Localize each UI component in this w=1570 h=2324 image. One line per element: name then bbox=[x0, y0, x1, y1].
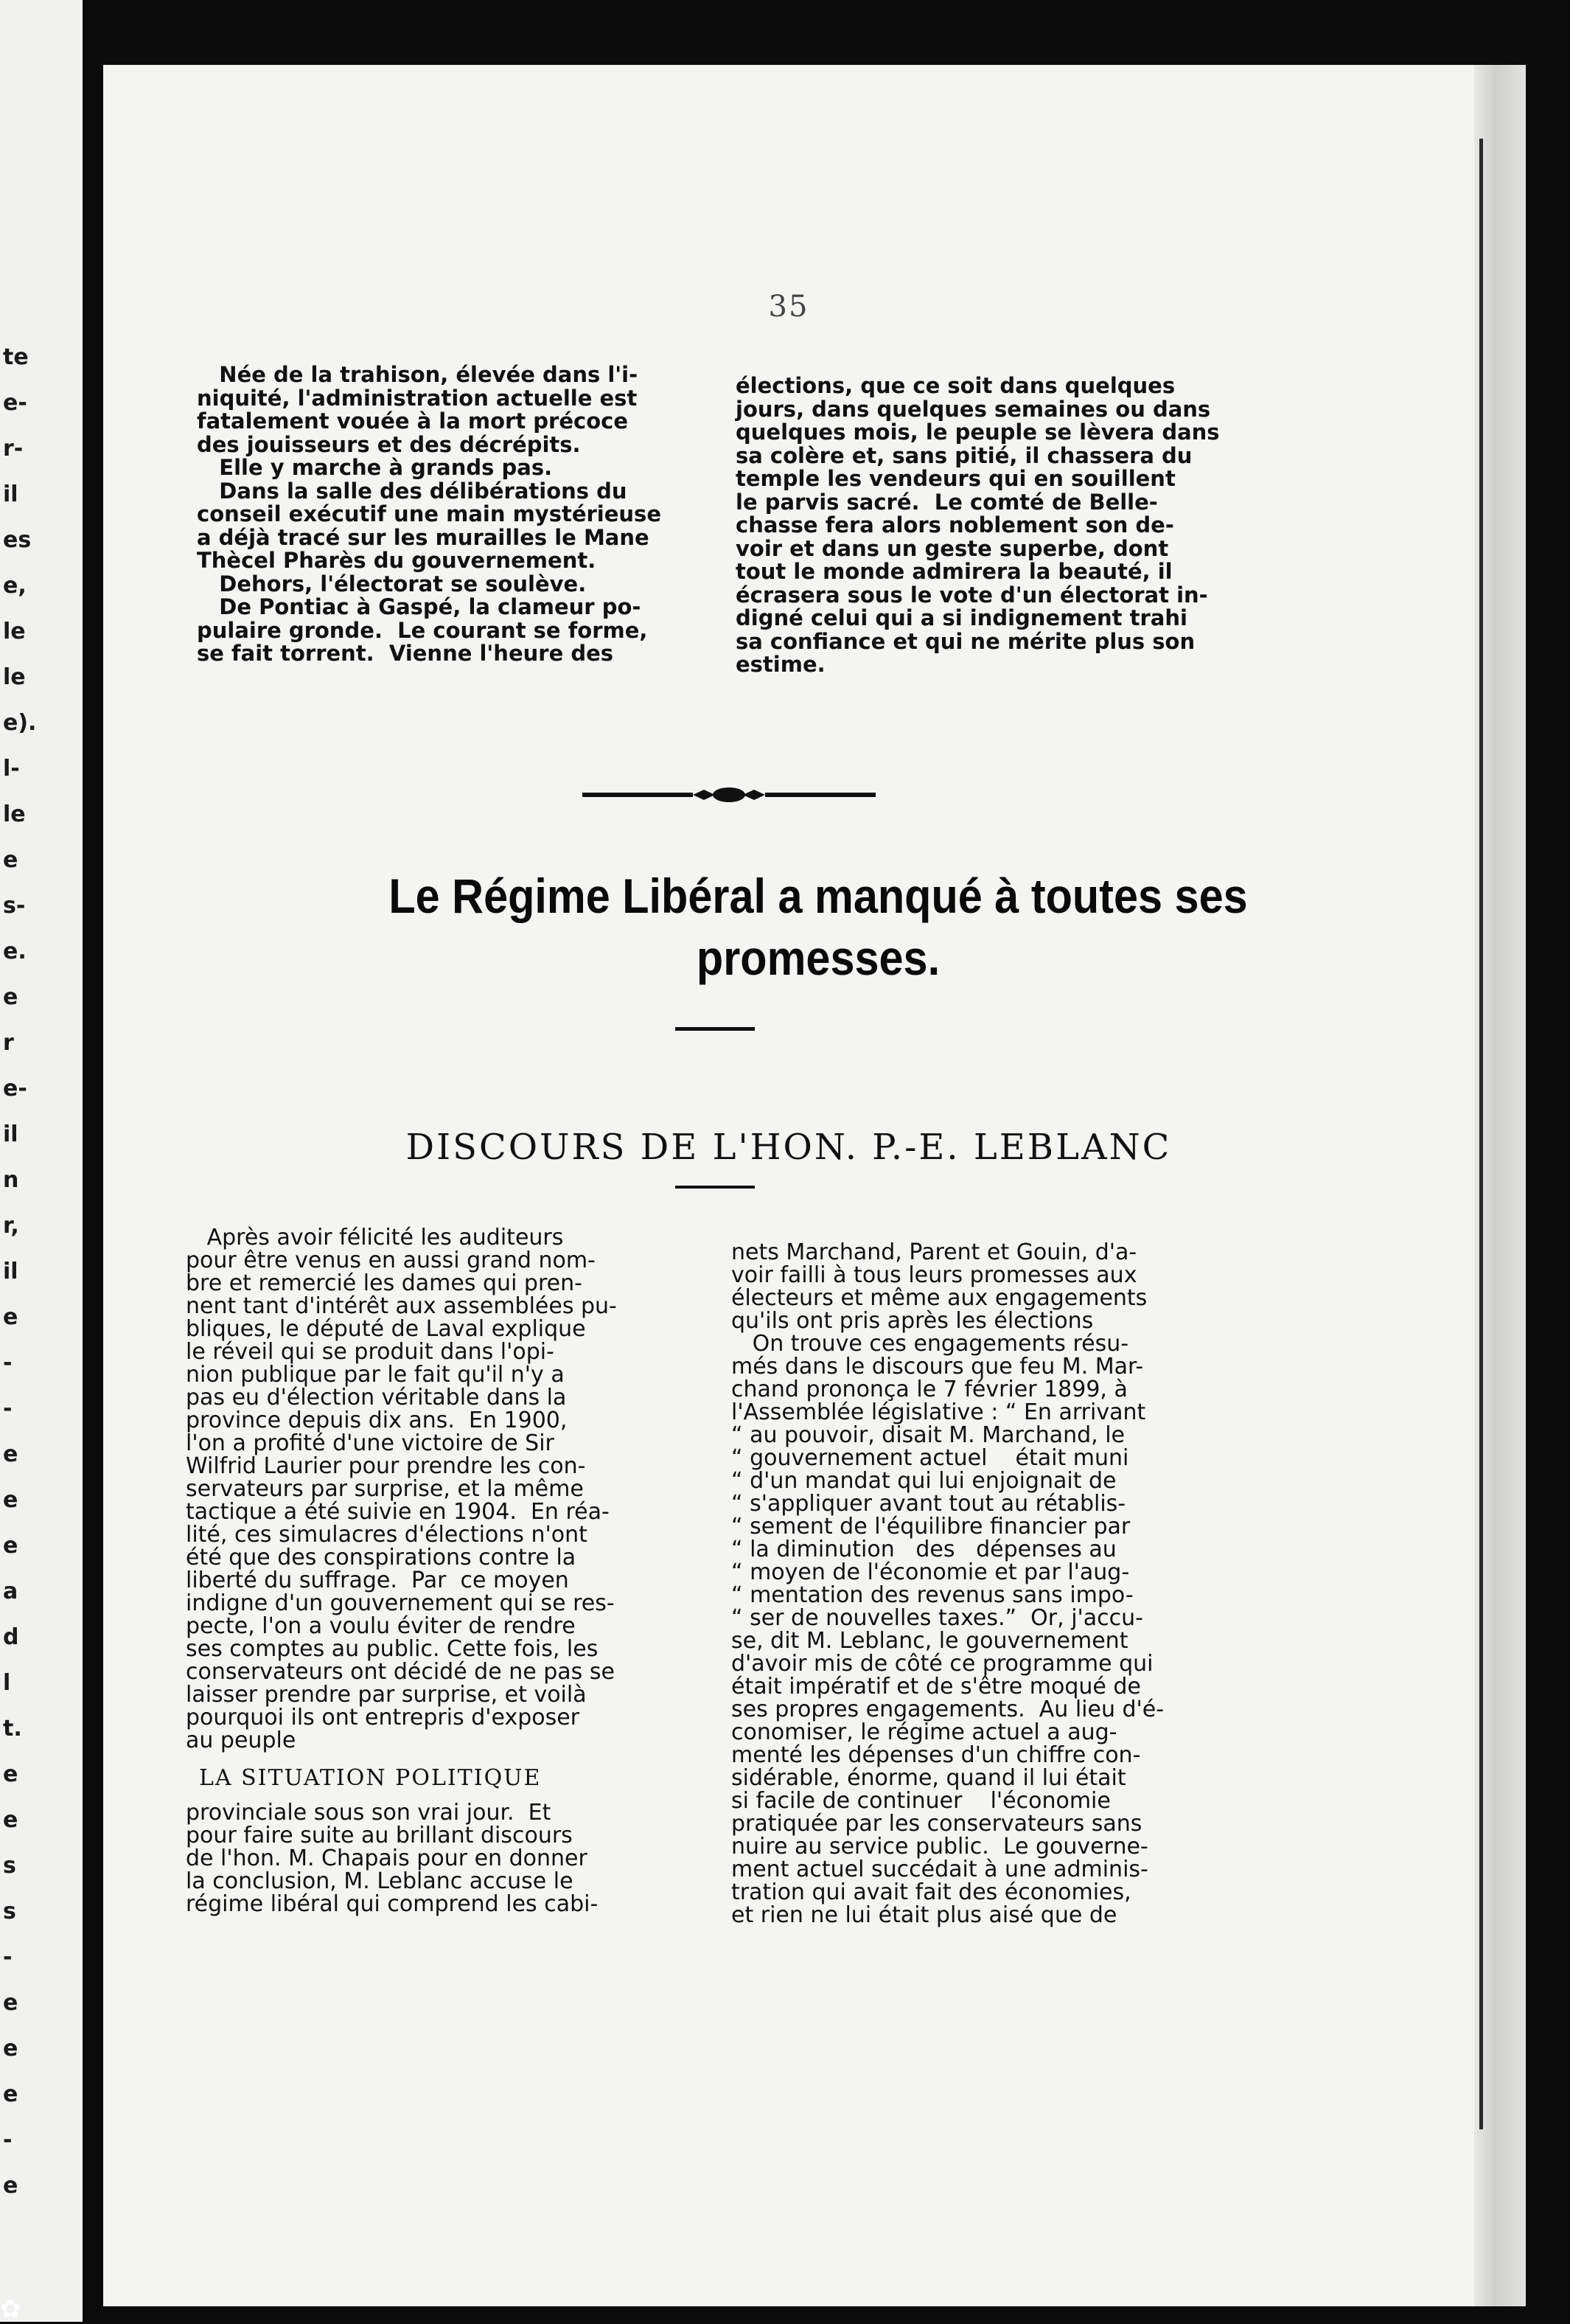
text-line: la conclusion, M. Leblanc accuse le bbox=[186, 1868, 573, 1894]
text-line: le parvis sacré. Le comté de Belle- bbox=[736, 489, 1158, 515]
text-line: Après avoir félicité les auditeurs bbox=[186, 1225, 564, 1250]
page-edge-line bbox=[1479, 139, 1483, 2129]
rule-above-byline bbox=[675, 1027, 755, 1031]
text-line: menté les dépenses d'un chiffre con- bbox=[731, 1742, 1141, 1768]
text-line: nuire au service public. Le gouverne- bbox=[731, 1834, 1148, 1859]
text-line: Dans la salle des délibérations du bbox=[197, 478, 627, 504]
adjacent-page-fragment: e). bbox=[3, 710, 37, 736]
text-line: pratiquée par les conservateurs sans bbox=[731, 1811, 1142, 1837]
adjacent-page-fragment: e bbox=[3, 1487, 18, 1513]
text-line: électeurs et même aux engagements bbox=[731, 1285, 1148, 1311]
adjacent-page-fragment: n bbox=[3, 1167, 19, 1193]
text-line: conomiser, le régime actuel a aug- bbox=[731, 1719, 1117, 1745]
text-line: Wilfrid Laurier pour prendre les con- bbox=[186, 1453, 586, 1479]
text-line: Née de la trahison, élevée dans l'i- bbox=[197, 362, 638, 387]
text-line: a déjà tracé sur les murailles le Mane bbox=[197, 524, 649, 550]
adjacent-page-fragment: es bbox=[3, 527, 32, 553]
text-line: régime libéral qui comprend les cabi- bbox=[186, 1891, 599, 1917]
adjacent-page-fragment: - bbox=[3, 1396, 13, 1422]
adjacent-page-fragment: e- bbox=[3, 390, 27, 416]
text-line: niquité, l'administration actuelle est bbox=[197, 385, 638, 411]
text-line: liberté du suffrage. Par ce moyen bbox=[186, 1568, 569, 1593]
text-line: pour être venus en aussi grand nom- bbox=[186, 1248, 596, 1273]
page-number: 35 bbox=[768, 290, 809, 324]
headline-line-2: promesses. bbox=[696, 930, 941, 985]
text-line: pecte, l'on a voulu éviter de rendre bbox=[186, 1613, 576, 1639]
text-line: province depuis dix ans. En 1900, bbox=[186, 1408, 568, 1433]
text-line: nent tant d'intérêt aux assemblées pu- bbox=[186, 1293, 617, 1319]
adjacent-page-fragment: te bbox=[3, 344, 29, 370]
text-line: sa confiance et qui ne mérite plus son bbox=[736, 628, 1196, 654]
text-line: nets Marchand, Parent et Gouin, d'a- bbox=[731, 1239, 1137, 1265]
adjacent-page-fragment: l- bbox=[3, 756, 20, 782]
adjacent-page-fragment: r, bbox=[3, 1213, 19, 1239]
text-line: quelques mois, le peuple se lèvera dans bbox=[736, 420, 1220, 445]
ornamental-divider bbox=[582, 780, 876, 810]
text-line: laisser prendre par surprise, et voilà bbox=[186, 1682, 587, 1708]
text-line: “ sement de l'équilibre financier par bbox=[731, 1514, 1131, 1540]
text-line: se, dit M. Leblanc, le gouvernement bbox=[731, 1628, 1128, 1654]
corner-mark bbox=[1560, 0, 1570, 10]
text-line: indigne d'un gouvernement qui se res- bbox=[186, 1590, 615, 1616]
text-line: l'Assemblée législative : “ En arrivant bbox=[731, 1399, 1146, 1425]
text-line: bliques, le député de Laval explique bbox=[186, 1316, 586, 1342]
text-line: “ mentation des revenus sans impo- bbox=[731, 1582, 1134, 1608]
headline bbox=[228, 865, 1409, 989]
text-line: si facile de continuer l'économie bbox=[731, 1788, 1111, 1814]
text-line: On trouve ces engagements résu- bbox=[731, 1331, 1129, 1357]
adjacent-page-fragment: e bbox=[3, 847, 18, 873]
text-line: “ la diminution des dépenses au bbox=[731, 1537, 1117, 1562]
adjacent-page-fragment: t. bbox=[3, 1716, 22, 1742]
adjacent-page-fragment: e bbox=[3, 2036, 18, 2062]
adjacent-page-fragment: a bbox=[3, 1579, 18, 1604]
text-line: ses propres engagements. Au lieu d'é- bbox=[731, 1697, 1165, 1722]
text-line: digné celui qui a si indignement trahi bbox=[736, 605, 1187, 630]
byline: DISCOURS DE L'HON. P.-E. LEBLANC bbox=[405, 1127, 1172, 1168]
text-line: “ d'un mandat qui lui enjoignait de bbox=[731, 1468, 1117, 1494]
film-marker-icon: ✿ bbox=[0, 2295, 21, 2324]
top-right-column bbox=[736, 375, 1384, 677]
text-line: bre et remercié les dames qui pren- bbox=[186, 1270, 582, 1296]
text-line: temple les vendeurs qui en souillent bbox=[736, 466, 1176, 491]
adjacent-page-fragment: il bbox=[3, 481, 18, 507]
adjacent-page-fragment: - bbox=[3, 1350, 13, 1376]
text-line: més dans le discours que feu M. Mar- bbox=[731, 1354, 1144, 1380]
text-line: été que des conspirations contre la bbox=[186, 1545, 576, 1570]
text-line: ses comptes au public. Cette fois, les bbox=[186, 1636, 599, 1662]
adjacent-page-fragment: s- bbox=[3, 893, 26, 919]
adjacent-page-fragment: d bbox=[3, 1624, 19, 1650]
text-line: ment actuel succédait à une adminis- bbox=[731, 1857, 1148, 1882]
adjacent-page-fragment: e bbox=[3, 2173, 18, 2199]
adjacent-page-fragment: e bbox=[3, 1304, 18, 1330]
adjacent-page-fragment: e. bbox=[3, 939, 27, 964]
text-line: Thècel Pharès du gouvernement. bbox=[197, 548, 596, 573]
adjacent-page-fragment: e bbox=[3, 2081, 18, 2107]
text-line: pulaire gronde. Le courant se forme, bbox=[197, 617, 648, 643]
bottom-right-column bbox=[731, 1241, 1380, 1927]
text-line: “ moyen de l'économie et par l'aug- bbox=[731, 1559, 1130, 1585]
section-subhead: LA SITUATION POLITIQUE bbox=[199, 1765, 542, 1791]
text-line: l'on a profité d'une victoire de Sir bbox=[186, 1430, 554, 1456]
text-line: qu'ils ont pris après les élections bbox=[731, 1308, 1094, 1334]
adjacent-page-fragment: e, bbox=[3, 573, 27, 599]
text-line: le réveil qui se produit dans l'opi- bbox=[186, 1339, 554, 1365]
text-line: lité, ces simulacres d'élections n'ont bbox=[186, 1522, 587, 1548]
adjacent-page-fragment: e- bbox=[3, 1076, 27, 1102]
text-line: voir et dans un geste superbe, dont bbox=[736, 535, 1169, 561]
text-line: tactique a été suivie en 1904. En réa- bbox=[186, 1499, 610, 1525]
adjacent-page-fragment: e bbox=[3, 984, 18, 1010]
adjacent-page-fragment: l bbox=[3, 1670, 11, 1696]
text-line: provinciale sous son vrai jour. Et bbox=[186, 1800, 551, 1826]
text-line: conservateurs ont décidé de ne pas se bbox=[186, 1659, 615, 1685]
adjacent-page-fragment: e bbox=[3, 1533, 18, 1559]
text-line: se fait torrent. Vienne l'heure des bbox=[197, 641, 614, 666]
page-gutter-shadow bbox=[83, 0, 97, 2322]
text-line: tration qui avait fait des économies, bbox=[731, 1879, 1131, 1905]
text-line: jours, dans quelques semaines ou dans bbox=[736, 396, 1211, 422]
text-line: nion publique par le fait qu'il n'y a bbox=[186, 1362, 565, 1388]
text-line: “ gouvernement actuel était muni bbox=[731, 1445, 1129, 1471]
text-line: fatalement vouée à la mort précoce bbox=[197, 408, 628, 434]
text-line: au peuple bbox=[186, 1728, 296, 1753]
adjacent-page-edge bbox=[0, 0, 83, 2322]
bottom-left-column bbox=[186, 1226, 790, 1916]
text-line: “ s'appliquer avant tout au rétablis- bbox=[731, 1491, 1126, 1517]
text-line: et rien ne lui était plus aisé que de bbox=[731, 1902, 1117, 1928]
text-line: de l'hon. M. Chapais pour en donner bbox=[186, 1845, 587, 1871]
text-line: Elle y marche à grands pas. bbox=[197, 455, 553, 480]
adjacent-page-fragment: r bbox=[3, 1030, 14, 1056]
adjacent-page-fragment: il bbox=[3, 1121, 18, 1147]
text-line: des jouisseurs et des décrépits. bbox=[197, 431, 581, 457]
scanned-page bbox=[103, 65, 1526, 2306]
text-line: “ ser de nouvelles taxes.” Or, j'accu- bbox=[731, 1605, 1143, 1631]
text-line: écrasera sous le vote d'un électorat in- bbox=[736, 582, 1208, 608]
adjacent-page-fragment: e bbox=[3, 1807, 18, 1833]
text-line: chand prononça le 7 février 1899, à bbox=[731, 1377, 1128, 1402]
adjacent-page-fragment: il bbox=[3, 1259, 18, 1284]
adjacent-page-fragment: e bbox=[3, 1990, 18, 2016]
adjacent-page-fragment: le bbox=[3, 664, 26, 690]
text-line: sidérable, énorme, quand il lui était bbox=[731, 1765, 1126, 1791]
text-line: pour faire suite au brillant discours bbox=[186, 1823, 573, 1848]
adjacent-page-fragment: e bbox=[3, 1441, 18, 1467]
adjacent-page-fragment: r- bbox=[3, 436, 24, 462]
text-line: Dehors, l'électorat se soulève. bbox=[197, 571, 587, 596]
adjacent-page-fragment: le bbox=[3, 619, 26, 644]
text-line: De Pontiac à Gaspé, la clameur po- bbox=[197, 594, 641, 619]
rule-below-byline bbox=[675, 1186, 755, 1189]
text-line: sa colère et, sans pitié, il chassera du bbox=[736, 442, 1193, 468]
text-line: d'avoir mis de côté ce programme qui bbox=[731, 1651, 1154, 1677]
adjacent-page-fragment: - bbox=[3, 1944, 13, 1970]
adjacent-page-fragment: s bbox=[3, 1853, 16, 1879]
adjacent-page-fragment: - bbox=[3, 2127, 13, 2153]
text-line: conseil exécutif une main mystérieuse bbox=[197, 501, 661, 526]
text-line: pourquoi ils ont entrepris d'exposer bbox=[186, 1705, 580, 1730]
body-paragraph-before-subhead bbox=[186, 1226, 790, 1752]
body-paragraph-after-subhead bbox=[186, 1801, 790, 1916]
text-line: était impératif et de s'être moqué de bbox=[731, 1674, 1141, 1699]
text-line: élections, que ce soit dans quelques bbox=[736, 373, 1176, 398]
adjacent-page-fragment: e bbox=[3, 1761, 18, 1787]
text-line: servateurs par surprise, et la même bbox=[186, 1476, 584, 1502]
text-line: estime. bbox=[736, 652, 826, 677]
text-line: pas eu d'élection véritable dans la bbox=[186, 1385, 567, 1410]
text-line: tout le monde admirera la beauté, il bbox=[736, 559, 1173, 584]
headline-line-1: Le Régime Libéral a manqué à toutes ses bbox=[388, 869, 1248, 923]
adjacent-page-fragment: s bbox=[3, 1899, 16, 1924]
text-line: voir failli à tous leurs promesses aux bbox=[731, 1262, 1137, 1288]
text-line: chasse fera alors noblement son de- bbox=[736, 512, 1174, 537]
text-line: “ au pouvoir, disait M. Marchand, le bbox=[731, 1422, 1126, 1448]
top-left-column bbox=[197, 363, 809, 666]
adjacent-page-fragment: le bbox=[3, 801, 26, 827]
